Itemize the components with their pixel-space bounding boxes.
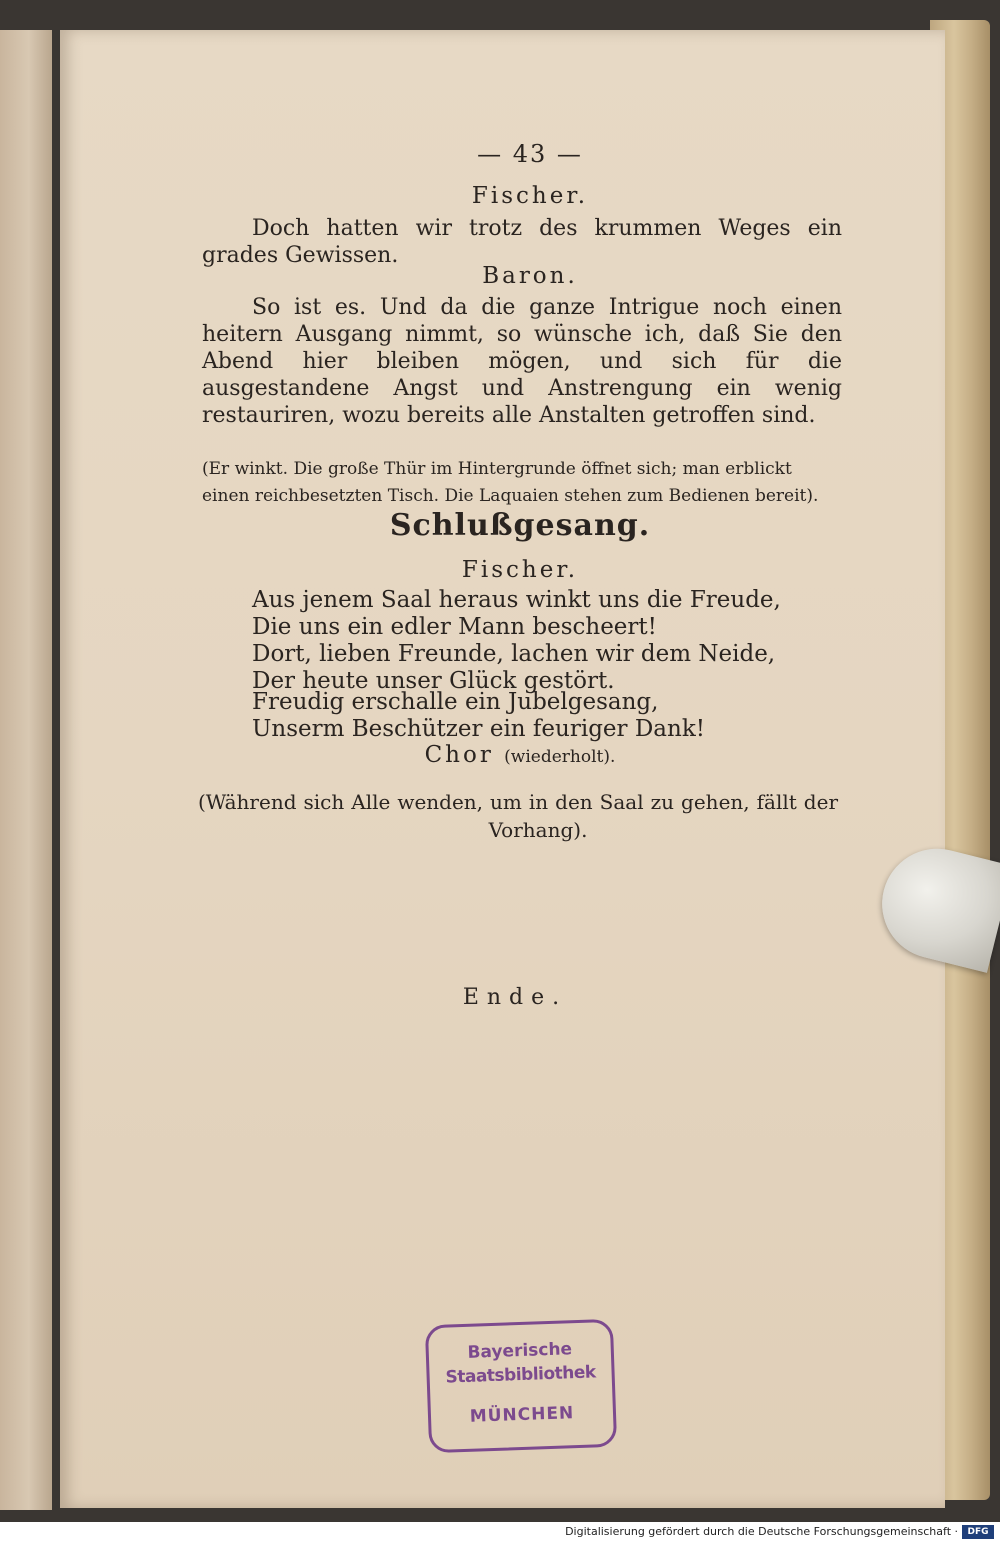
book-page [60,30,945,1508]
chor-label: Chor [424,742,494,768]
dfg-logo: DFG [962,1525,994,1539]
baron-line: So ist es. Und da die ganze Intrigue noch einen heitern Ausgang nimmt, so wünsche ich, daß Sie den Abend hier bleiben mögen, und sich für die ausgestandene Angst und Anstrengung ein wenig restauriren, wozu bereits alle Anstalten getroffen sind. [202,295,842,428]
stage-direction: (Er winkt. Die große Thür im Hintergrunde öffnet sich; man erblickt einen reichbesetzten Tisch. Die Laquaien stehen zum Bedienen bereit). [202,459,819,506]
fischer-line: Doch hatten wir trotz des krummen Weges ein grades Gewissen. [202,216,842,268]
song-speaker-fischer: Fischer. [461,557,579,583]
footer-bar [0,1522,1000,1542]
chor-line [60,742,980,768]
closing-song-heading: Schlußgesang. [389,508,651,543]
verse-line: Dort, lieben Freunde, lachen wir dem Neide, [252,641,776,667]
verse-line: Unserm Beschützer ein feuriger Dank! [252,716,705,742]
verse-line: Aus jenem Saal heraus winkt uns die Freude, [252,587,781,613]
verse-line: Der heute unser Glück gestört. [252,668,615,694]
final-stage-line-2: Vorhang). [488,818,588,842]
stamp-line-1: Bayerische [467,1339,573,1363]
ende-text: Ende. [462,985,568,1010]
final-stage-line-1: (Während sich Alle wenden, um in den Saal zu gehen, fällt der [198,790,838,814]
page-number: — 43 — [477,140,583,168]
chor-note: (wiederholt). [504,747,616,767]
final-stage-direction [198,788,838,844]
speaker-baron: Baron. [482,263,578,289]
stamp-line-2: Staatsbibliothek [445,1362,596,1388]
verse-line: Die uns ein edler Mann bescheert! [252,614,657,640]
library-stamp [425,1319,617,1453]
verse-line: Freudig erschalle ein Jubelgesang, [252,689,659,715]
footer-credit: Digitalisierung gefördert durch die Deutsche Forschungsgemeinschaft · [565,1525,958,1538]
stamp-line-3: MÜNCHEN [469,1403,575,1427]
left-page-edge [0,30,52,1510]
speaker-fischer: Fischer. [471,183,589,209]
